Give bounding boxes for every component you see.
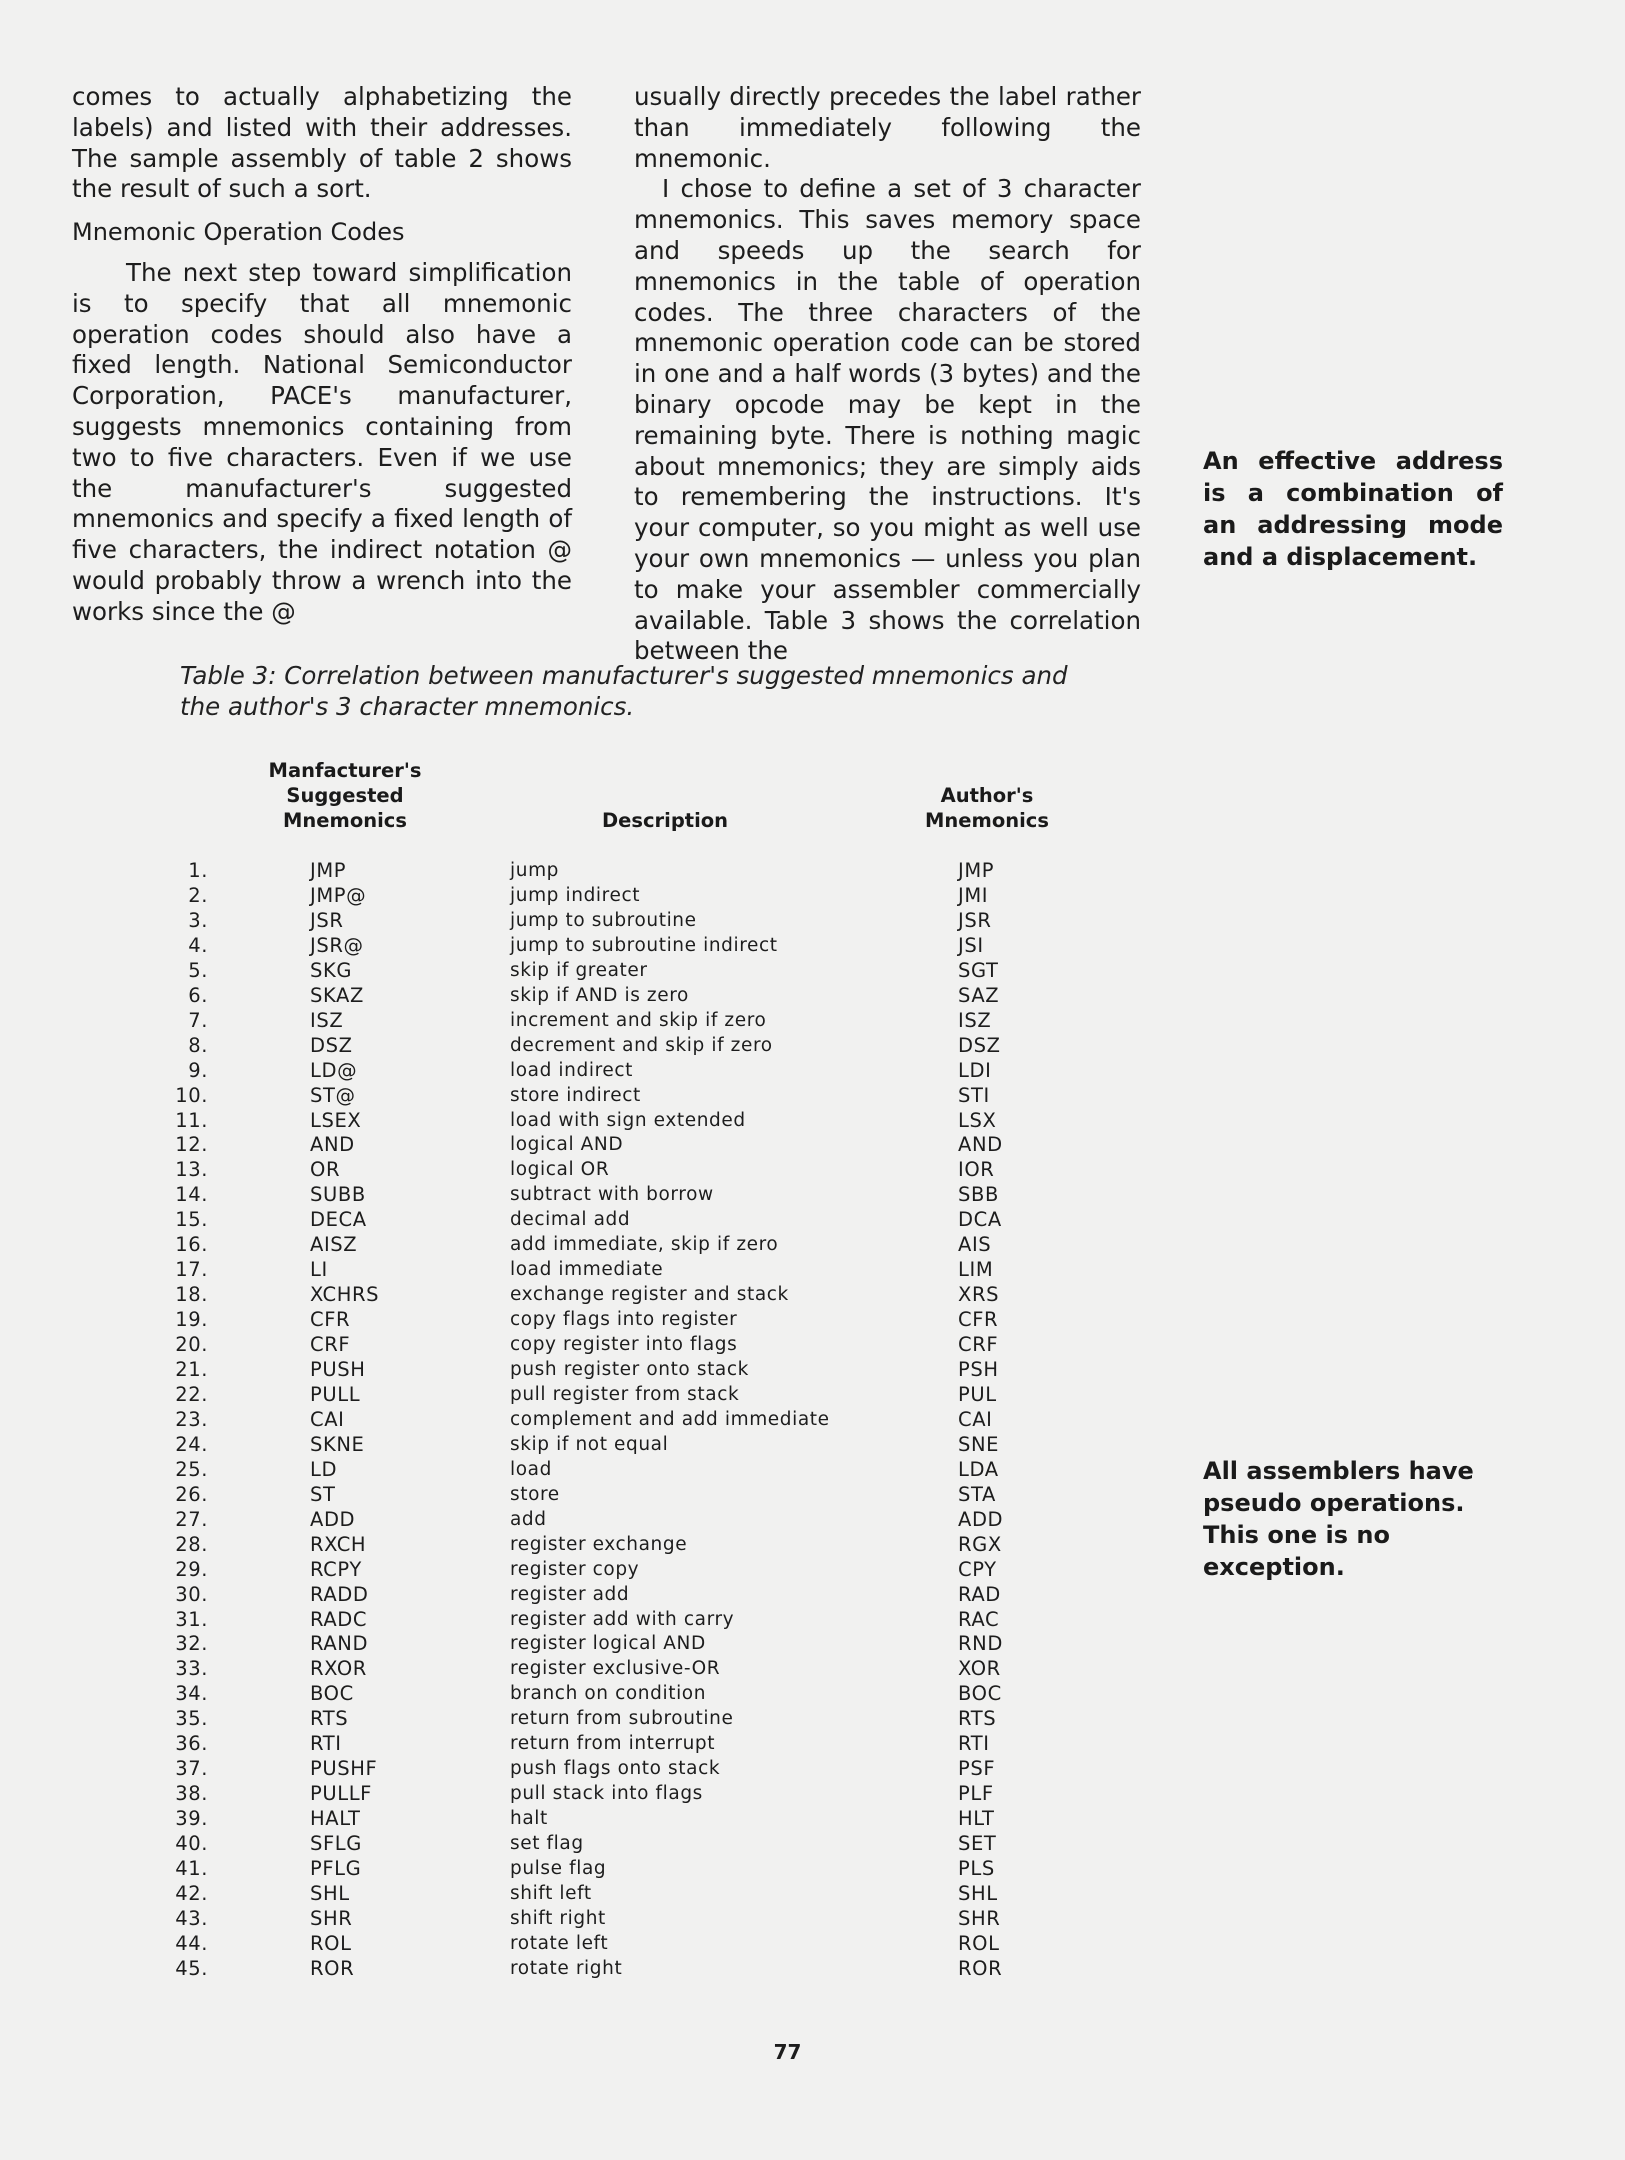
description: set flag [510,1833,584,1855]
description: load with sign extended [510,1109,746,1131]
manufacturer-mnemonic: ROR [310,1956,355,1980]
description: push register onto stack [510,1359,749,1380]
description: add [510,1508,547,1530]
row-number: 18. [175,1283,208,1307]
manufacturer-mnemonic: JMP [310,859,347,882]
row-number: 27. [175,1507,208,1531]
manufacturer-mnemonic: RTS [310,1707,349,1731]
description: halt [510,1808,548,1830]
row-number: 38. [175,1782,208,1806]
description: store [510,1483,560,1505]
author-mnemonic: ADD [958,1507,1004,1531]
description: skip if greater [510,959,648,981]
description: pull stack into flags [510,1783,703,1805]
manufacturer-mnemonic: JMP@ [310,883,367,907]
header-line: Manfacturer's [268,759,422,782]
manufacturer-mnemonic: CFR [310,1308,351,1332]
table-caption: Table 3: Correlation between manufacturer's suggested mnemonics and the author's 3 character mnemonics. [180,661,1068,721]
manufacturer-mnemonic: ST@ [310,1083,356,1107]
column-header-author [902,783,1072,833]
description: complement and add immediate [510,1408,830,1430]
author-mnemonic: LDA [958,1457,999,1481]
author-mnemonic: RTS [958,1707,997,1731]
manufacturer-mnemonic: CRF [310,1333,351,1357]
author-mnemonic: DCA [958,1208,1002,1232]
manufacturer-mnemonic: SFLG [310,1832,362,1856]
manufacturer-mnemonic: ROL [310,1931,352,1955]
row-number: 8. [188,1033,208,1057]
header-line: Suggested [286,784,404,807]
row-number: 43. [175,1906,208,1930]
manufacturer-mnemonic: RADD [310,1582,369,1606]
header-line: Mnemonics [283,809,407,832]
manufacturer-mnemonic: PUSHF [310,1757,378,1781]
manufacturer-mnemonic: PULL [310,1382,361,1406]
author-mnemonic: SET [958,1832,997,1856]
manufacturer-mnemonic: RTI [310,1732,342,1756]
row-number: 25. [175,1457,208,1481]
description: store indirect [510,1084,641,1106]
author-mnemonic: LDI [958,1058,992,1082]
description: shift right [510,1907,606,1929]
description: shift left [510,1882,592,1904]
row-number: 16. [175,1233,208,1257]
row-number: 41. [175,1857,208,1880]
author-mnemonic: SAZ [958,983,1000,1007]
manufacturer-mnemonic: AISZ [310,1233,358,1257]
paragraph: usually directly precedes the label rather than immediately following the mnemonic. [634,82,1141,173]
manufacturer-mnemonic: LSEX [310,1108,362,1132]
manufacturer-mnemonic: ST [310,1482,336,1506]
description: decimal add [510,1209,631,1231]
description: push flags onto stack [510,1758,721,1780]
author-mnemonic: SNE [958,1432,1000,1456]
description: register exclusive-OR [510,1658,721,1680]
manufacturer-mnemonic: SHL [310,1881,350,1905]
manufacturer-mnemonic: RXCH [310,1532,367,1556]
manufacturer-mnemonic: SUBB [310,1183,366,1207]
manufacturer-mnemonic: ISZ [310,1008,344,1032]
manufacturer-mnemonic: SHR [310,1906,353,1930]
row-number: 14. [175,1183,208,1207]
row-number: 26. [175,1482,208,1506]
row-number: 31. [175,1607,208,1631]
author-mnemonic: PLF [958,1782,994,1806]
author-mnemonic: HLT [958,1807,995,1831]
row-number: 42. [175,1881,208,1905]
margin-note-pseudo-operations: All assemblers have pseudo operations. This one is no exception. [1203,1457,1474,1581]
manufacturer-mnemonic: PUSH [310,1358,366,1381]
row-number: 40. [175,1832,208,1856]
author-mnemonic: ISZ [958,1008,992,1032]
author-mnemonic: CPY [958,1557,997,1581]
manufacturer-mnemonic: LI [310,1258,328,1282]
description: copy flags into register [510,1309,738,1331]
row-number: 9. [188,1058,208,1082]
manufacturer-mnemonic: DECA [310,1208,367,1232]
author-mnemonic: XRS [958,1283,1000,1307]
row-number: 37. [175,1757,208,1781]
manufacturer-mnemonic: CAI [310,1407,345,1431]
manufacturer-mnemonic: HALT [310,1807,361,1831]
text-column-left [72,82,572,628]
manufacturer-mnemonic: RCPY [310,1557,362,1581]
description: pull register from stack [510,1383,740,1405]
description: skip if not equal [510,1433,669,1455]
author-mnemonic: CAI [958,1407,993,1431]
row-number: 36. [175,1732,208,1756]
author-mnemonic: RAD [958,1582,1001,1606]
row-number: 34. [175,1682,208,1706]
author-mnemonic: JSR [958,908,992,932]
page-number: 77 [773,2040,802,2064]
author-mnemonic: PUL [958,1382,997,1406]
row-number: 11. [175,1108,208,1132]
paragraph: comes to actually alphabetizing the labels) and listed with their addresses. The sample assembly of table 2 shows the result of such a sort. [72,82,572,204]
row-number: 5. [188,958,208,982]
row-number: 32. [175,1632,208,1656]
description: register copy [510,1558,640,1580]
manufacturer-mnemonic: RXOR [310,1657,367,1681]
manufacturer-mnemonic: SKAZ [310,983,364,1007]
author-mnemonic: RTI [958,1732,990,1756]
row-number: 29. [175,1557,208,1581]
description: register logical AND [510,1633,706,1655]
author-mnemonic: SBB [958,1183,999,1207]
row-number: 3. [188,908,208,932]
description: decrement and skip if zero [510,1034,773,1056]
author-mnemonic: IOR [958,1158,995,1182]
row-number: 15. [175,1208,208,1232]
row-number: 24. [175,1432,208,1456]
author-mnemonic: PSF [958,1757,996,1781]
description: logical AND [510,1134,624,1156]
description: jump [510,860,560,881]
manufacturer-mnemonic: XCHRS [310,1283,380,1307]
row-number: 12. [175,1133,208,1157]
description: add immediate, skip if zero [510,1234,779,1256]
author-mnemonic: BOC [958,1682,1002,1706]
manufacturer-mnemonic: DSZ [310,1033,353,1057]
author-mnemonic: JSI [958,933,984,957]
row-number: 30. [175,1582,208,1606]
row-number: 6. [188,983,208,1007]
manufacturer-mnemonic: BOC [310,1682,354,1706]
row-number: 22. [175,1382,208,1406]
paragraph: The next step toward simplification is to specify that all mnemonic operation codes should also have a fixed length. National Semiconductor Corporation, PACE's manufacturer, suggests mnemonics containing from two to five characters. Even if we use the manufacturer's suggested mnemonics and specify a fixed length of five characters, the indirect notation @ would probably throw a wrench into the works since the @ [72,257,572,626]
author-mnemonic: JMI [958,883,989,907]
description: pulse flag [510,1858,607,1879]
author-mnemonic: CRF [958,1333,999,1357]
description: register add [510,1583,630,1605]
author-mnemonic: RGX [958,1532,1002,1556]
manufacturer-mnemonic: AND [310,1133,355,1157]
section-heading: Mnemonic Operation Codes [72,218,405,247]
description: increment and skip if zero [510,1009,767,1031]
manufacturer-mnemonic: RADC [310,1607,368,1631]
description: copy register into flags [510,1334,738,1356]
author-mnemonic: PSH [958,1358,999,1381]
author-mnemonic: STI [958,1083,990,1107]
author-mnemonic: RND [958,1632,1003,1656]
column-header-description: Description [601,809,729,832]
row-number: 23. [175,1407,208,1431]
row-number: 45. [175,1956,208,1980]
author-mnemonic: STA [958,1482,996,1506]
author-mnemonic: SGT [958,958,999,982]
margin-note-effective-address: An effective address is a combination of an addressing mode and a displacement. [1203,447,1503,571]
header-line: Mnemonics [925,809,1049,832]
description: load [510,1458,552,1480]
description: load indirect [510,1059,633,1081]
description: logical OR [510,1159,610,1181]
manufacturer-mnemonic: PFLG [310,1857,362,1880]
description: jump indirect [510,884,641,906]
description: exchange register and stack [510,1284,789,1306]
description: register exchange [510,1533,688,1555]
row-number: 20. [175,1333,208,1357]
paragraph: I chose to define a set of 3 character mnemonics. This saves memory space and speeds up the search for mnemonics in the table of operation codes. The three characters of the mnemonic operation code can be stored in one and a half words (3 bytes) and the binary opcode may be kept in the remaining byte. There is nothing magic about mnemonics; they are simply aids to remembering the instructions. It's your computer, so you might as well use your own mnemonics — unless you plan to make your assembler commercially available. Table 3 shows the correlation between the [634,174,1141,666]
row-number: 19. [175,1308,208,1332]
description: subtract with borrow [510,1184,714,1206]
manufacturer-mnemonic: ADD [310,1507,356,1531]
manufacturer-mnemonic: SKG [310,958,353,982]
author-mnemonic: AIS [958,1233,992,1257]
author-mnemonic: SHR [958,1906,1001,1930]
text-column-middle [634,82,1141,667]
author-mnemonic: ROR [958,1956,1003,1980]
row-number: 4. [188,933,208,957]
row-number: 33. [175,1657,208,1681]
manufacturer-mnemonic: PULLF [310,1782,372,1806]
manufacturer-mnemonic: JSR [310,908,344,932]
description: return from subroutine [510,1708,734,1730]
author-mnemonic: RAC [958,1607,1000,1631]
author-mnemonic: JMP [958,859,995,882]
description: register add with carry [510,1608,735,1630]
row-number: 44. [175,1931,208,1955]
author-mnemonic: SHL [958,1881,998,1905]
row-number: 13. [175,1158,208,1182]
description: branch on condition [510,1683,707,1705]
row-number: 17. [175,1258,208,1282]
description: return from interrupt [510,1733,716,1755]
manufacturer-mnemonic: LD@ [310,1058,358,1082]
author-mnemonic: AND [958,1133,1003,1157]
description: jump to subroutine indirect [510,934,778,956]
row-number: 28. [175,1532,208,1556]
author-mnemonic: PLS [958,1857,995,1880]
author-mnemonic: ROL [958,1931,1000,1955]
description: load immediate [510,1259,664,1281]
row-number: 39. [175,1807,208,1831]
manufacturer-mnemonic: RAND [310,1632,369,1656]
author-mnemonic: LSX [958,1108,997,1132]
row-number: 10. [175,1083,208,1107]
manufacturer-mnemonic: JSR@ [310,933,364,957]
description: skip if AND is zero [510,984,689,1006]
row-number: 7. [188,1008,208,1032]
row-number: 21. [175,1358,208,1381]
author-mnemonic: DSZ [958,1033,1001,1057]
column-header-manufacturer [260,758,430,833]
row-number: 35. [175,1707,208,1731]
author-mnemonic: LIM [958,1258,994,1282]
description: rotate right [510,1957,623,1979]
header-line: Author's [940,784,1034,807]
manufacturer-mnemonic: SKNE [310,1432,365,1456]
row-number: 2. [188,883,208,907]
row-number: 1. [188,859,208,882]
manufacturer-mnemonic: OR [310,1158,341,1182]
manufacturer-mnemonic: LD [310,1457,338,1481]
description: rotate left [510,1932,609,1954]
author-mnemonic: XOR [958,1657,1001,1681]
description: jump to subroutine [510,909,697,931]
author-mnemonic: CFR [958,1308,999,1332]
